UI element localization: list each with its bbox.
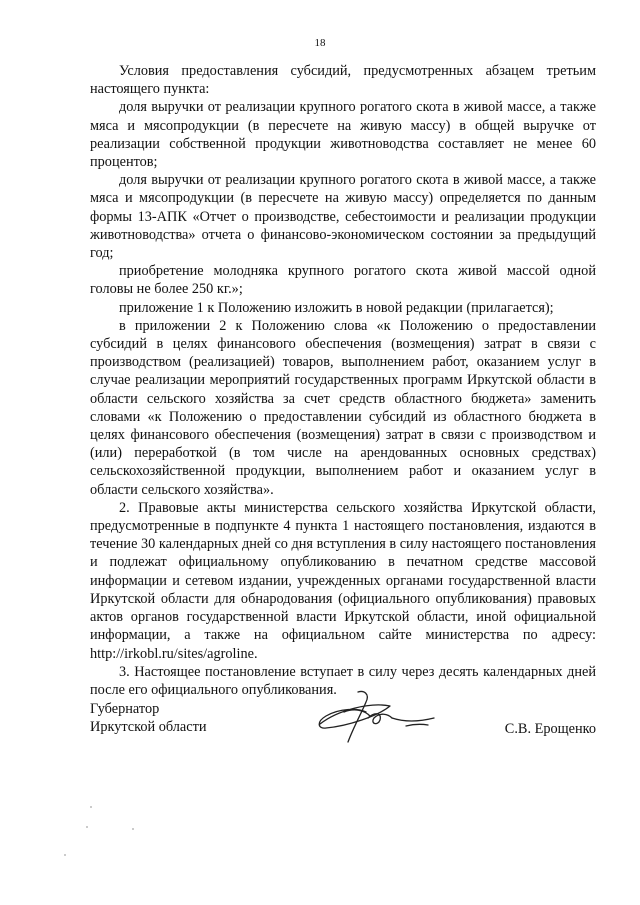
document-body <box>90 62 596 699</box>
signatory-region: Иркутской области <box>90 719 207 736</box>
paragraph-appendix-2: в приложении 2 к Положению слова «к Положению о предоставлении субсидий в целях финансового обеспечения (возмещения) затрат в связи с производством (реализацией) товаров, выполнением работ, оказанием услуг в случае реализации мероприятий государственных программ Иркутской области в области сельского хозяйства за счет средств областного бюджета» заменить словами «к Положению о предоставлении субсидий из областного бюджета в целях финансового обеспечения (возмещения) затрат в связи с производством и (или) переработкой (в том числе на арендованных основных средствах) сельскохозяйственной продукции, выполнением работ и оказанием услуг в области сельского хозяйства». <box>90 317 596 498</box>
signatory-position: Губернатор <box>90 701 160 717</box>
paragraph-legal-acts: 2. Правовые акты министерства сельского хозяйства Иркутской области, предусмотренные в подпункте 4 пункта 1 настоящего постановления, издаются в течение 30 календарных дней со дня вступления в силу настоящего постановления и подлежат официальному опубликованию в печатном средстве массовой информации и сетевом издании, учрежденных органами государственной власти Иркутской области для обнародования (официального опубликования) правовых актов органов государственной власти Иркутской области, иной официальной информации, а также на официальном сайте министерства по адресу: http://irkobl.ru/sites/agroline. <box>90 499 596 662</box>
page-number: 18 <box>314 37 326 49</box>
paragraph-appendix-1: приложение 1 к Положению изложить в новой редакции (прилагается); <box>119 299 554 316</box>
scan-speck <box>90 806 92 808</box>
paragraph-young-cattle: приобретение молодняка крупного рогатого скота живой массой одной головы не более 250 кг.»; <box>90 263 596 298</box>
paragraph-entry-into-force: 3. Настоящее постановление вступает в силу через десять календарных дней после его официального опубликования. <box>90 663 596 698</box>
signature-block <box>90 700 596 760</box>
signatory-name: С.В. Ерощенко <box>504 721 596 737</box>
paragraph-revenue-determination: доля выручки от реализации крупного рогатого скота в живой массе, а также мяса и мясопродукции (в пересчете на живую массу) определяется по данным формы 13-АПК «Отчет о производстве, себестоимости и реализации продукции животноводства» отчета о финансово-экономическом состоянии за предыдущий год; <box>90 172 596 262</box>
scan-speck <box>132 828 134 830</box>
paragraph-revenue-share: доля выручки от реализации крупного рогатого скота в живой массе, а также мяса и мясопродукции (в пересчете на живую массу) в общей выручке от реализации собственной продукции животноводства составляет не менее 60 процентов; <box>90 99 596 171</box>
scan-speck <box>86 826 88 828</box>
signatory-title <box>90 700 207 736</box>
handwritten-signature <box>308 682 448 752</box>
paragraph-conditions-intro: Условия предоставления субсидий, предусмотренных абзацем третьим настоящего пункта: <box>90 63 596 98</box>
scan-speck <box>64 854 66 856</box>
